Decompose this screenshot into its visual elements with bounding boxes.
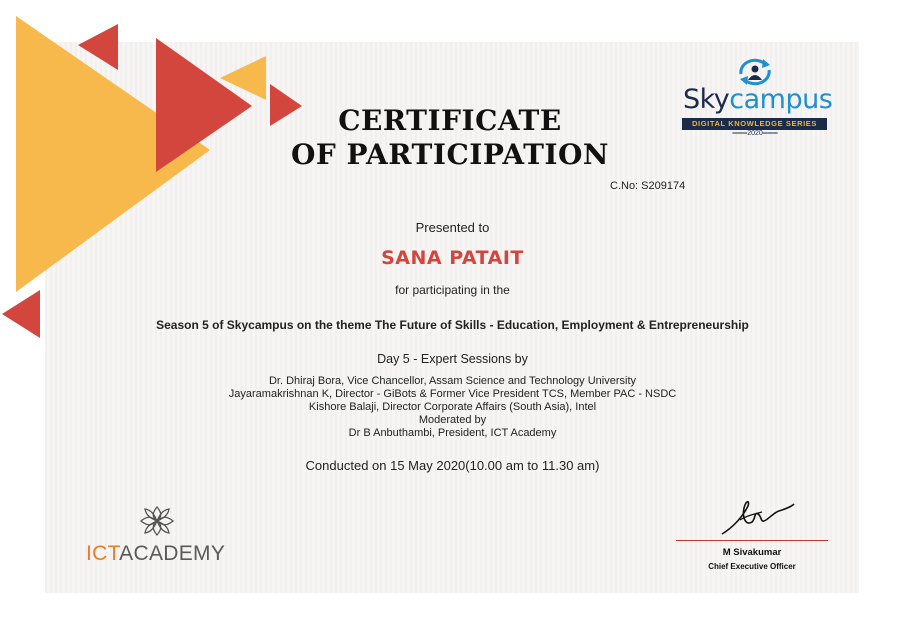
certificate-title-line1: CERTIFICATE xyxy=(338,104,562,137)
signature-block xyxy=(676,492,828,574)
skycampus-series-band: DIGITAL KNOWLEDGE SERIES xyxy=(682,118,827,130)
triangle-decoration xyxy=(0,0,320,360)
speaker-line: Dr. Dhiraj Bora, Vice Chancellor, Assam Science and Technology University xyxy=(268,375,637,387)
skycampus-year: ═══2020═══ xyxy=(732,130,778,137)
ict-academy-logo xyxy=(86,503,231,565)
speaker-line: Jayaramakrishnan K, Director - GiBots & Former Vice President TCS, Member PAC - NSDC xyxy=(228,388,677,400)
speakers-list xyxy=(0,375,905,440)
participation-label: for participating in the xyxy=(395,283,510,297)
ict-academy-wordmark: ICTACADEMY xyxy=(86,542,226,565)
presented-to-label: Presented to xyxy=(415,220,490,235)
conducted-date: Conducted on 15 May 2020(10.00 am to 11.30 am) xyxy=(305,458,600,473)
signatory-role: Chief Executive Officer xyxy=(708,562,796,571)
certificate-number: C.No: S209174 xyxy=(610,180,686,192)
signatory-name: M Sivakumar xyxy=(722,547,782,558)
moderator-line: Dr B Anbuthambi, President, ICT Academy xyxy=(348,427,557,439)
certificate-title-line2: OF PARTICIPATION xyxy=(291,138,609,171)
signature-line xyxy=(676,540,828,541)
person-sync-icon xyxy=(735,58,775,86)
moderated-by-label: Moderated by xyxy=(418,414,487,426)
skycampus-logo xyxy=(680,58,833,142)
day-session-label: Day 5 - Expert Sessions by xyxy=(377,352,528,366)
speaker-line: Kishore Balaji, Director Corporate Affairs (South Asia), Intel xyxy=(308,401,597,413)
signature-scrawl xyxy=(716,492,796,538)
recipient-name: SANA PATAIT xyxy=(381,247,524,269)
season-theme: Season 5 of Skycampus on the theme The Future of Skills - Education, Employment & Entrepreneurship xyxy=(156,318,749,332)
skycampus-wordmark: Skycampus xyxy=(683,84,833,115)
leaf-emblem-icon xyxy=(138,503,176,539)
